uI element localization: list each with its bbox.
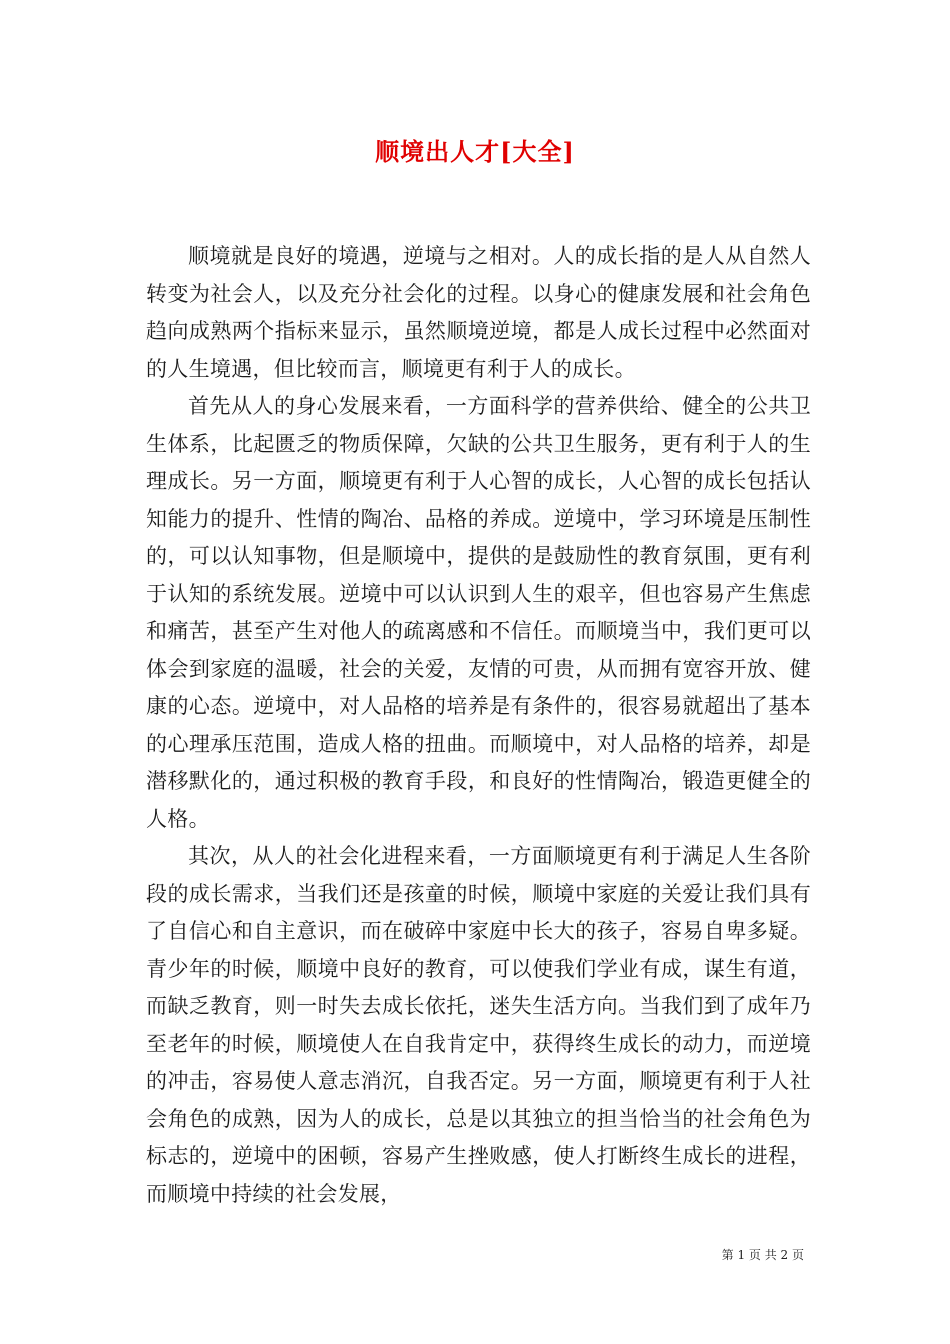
paragraph-2: 首先从人的身心发展来看，一方面科学的营养供给、健全的公共卫生体系，比起匮乏的物质保障，欠缺的公共卫生服务，更有利于人的生理成长。另一方面，顺境更有利于人心智的成长，人心智的成长包括认知能力的提升、性情的陶冶、品格的养成。逆境中，学习环境是压制性的，可以认知事物，但是顺境中，提供的是鼓励性的教育氛围，更有利于认知的系统发展。逆境中可以认识到人生的艰辛，但也容易产生焦虑和痛苦，甚至产生对他人的疏离感和不信任。而顺境当中，我们更可以体会到家庭的温暖，社会的关爱，友情的可贵，从而拥有宽容开放、健康的心态。逆境中，对人品格的培养是有条件的，很容易就超出了基本的心理承压范围，造成人格的扭曲。而顺境中，对人品格的培养，却是潜移默化的，通过积极的教育手段，和良好的性情陶冶，锻造更健全的人格。	[146, 394, 811, 831]
page-number-footer: 第 1 页 共 2 页	[721, 1248, 804, 1262]
paragraph-3: 其次，从人的社会化进程来看，一方面顺境更有利于满足人生各阶段的成长需求，当我们还是孩童的时候，顺境中家庭的关爱让我们具有了自信心和自主意识，而在破碎中家庭中长大的孩子，容易自卑多疑。青少年的时候，顺境中良好的教育，可以使我们学业有成，谋生有道，而缺乏教育，则一时失去成长依托，迷失生活方向。当我们到了成年乃至老年的时候，顺境使人在自我肯定中，获得终生成长的动力，而逆境的冲击，容易使人意志消沉，自我否定。另一方面，顺境更有利于人社会角色的成熟，因为人的成长，总是以其独立的担当恰当的社会角色为标志的，逆境中的困顿，容易产生挫败感，使人打断终生成长的进程，而顺境中持续的社会发展，	[146, 844, 811, 1206]
paragraph-1: 顺境就是良好的境遇，逆境与之相对。人的成长指的是人从自然人转变为社会人，以及充分社会化的过程。以身心的健康发展和社会角色趋向成熟两个指标来显示，虽然顺境逆境，都是人成长过程中必然面对的人生境遇，但比较而言，顺境更有利于人的成长。	[146, 244, 811, 381]
document-title: 顺境出人才[大全]	[375, 137, 575, 166]
document-body	[146, 238, 811, 1213]
